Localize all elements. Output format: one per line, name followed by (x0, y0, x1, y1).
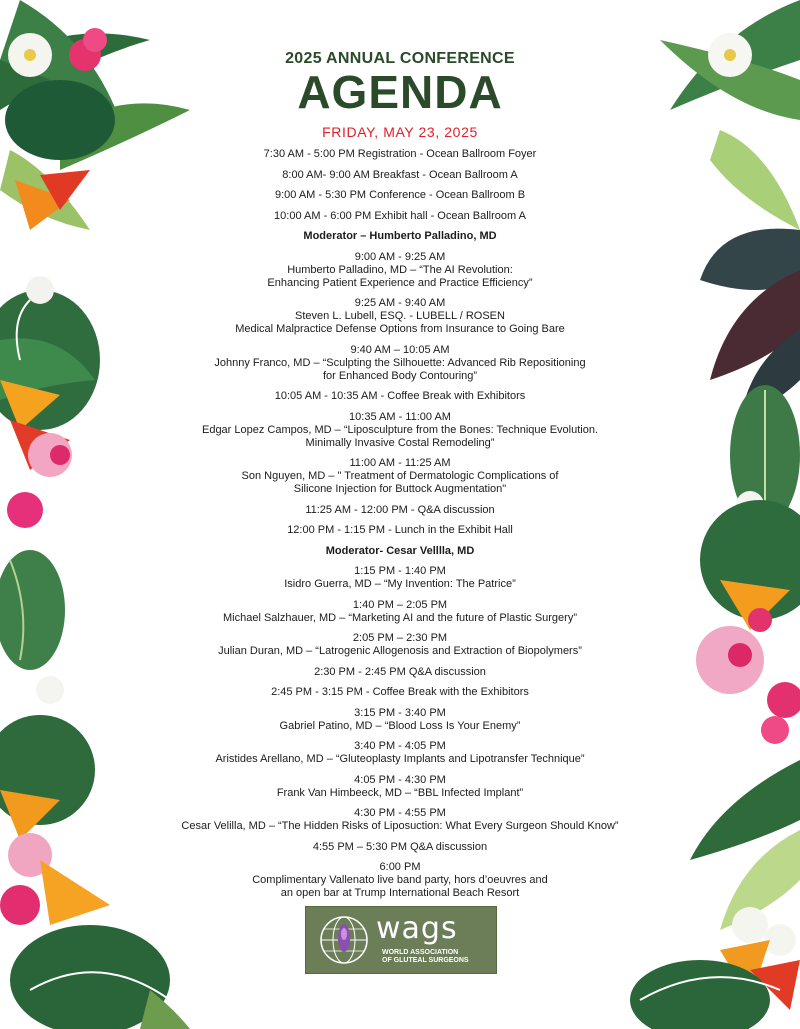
agenda-item-text: Michael Salzhauer, MD – “Marketing AI and the future of Plastic Surgery” (223, 611, 577, 624)
agenda-item (130, 565, 670, 591)
page-title: AGENDA (297, 66, 503, 118)
agenda-item-time: 8:00 AM- 9:00 AM Breakfast - Ocean Ballroom A (282, 168, 518, 181)
agenda-item-time: 10:35 AM - 11:00 AM (349, 410, 451, 423)
agenda-item-text: Son Nguyen, MD – " Treatment of Dermatologic Complications of (241, 470, 559, 482)
moderator-heading (130, 545, 670, 558)
moderator-heading (130, 230, 670, 243)
agenda-item-text: Complimentary Vallenato live band party, hors d’oeuvres and (252, 874, 548, 886)
agenda-item-time: 2:30 PM - 2:45 PM Q&A discussion (314, 665, 486, 678)
agenda-item-text: for Enhanced Body Contouring” (322, 369, 478, 382)
agenda-item (130, 666, 670, 679)
agenda-item (130, 841, 670, 854)
logo-organization (382, 949, 492, 965)
agenda-item-text: Minimally Invasive Costal Remodeling” (305, 436, 495, 449)
agenda-item-text: Johnny Franco, MD – “Sculpting the Silhouette: Advanced Rib Repositioning (214, 356, 586, 369)
agenda-item (130, 148, 670, 161)
agenda-item (130, 169, 670, 182)
agenda-item (130, 524, 670, 537)
agenda-item-time: 7:30 AM - 5:00 PM Registration - Ocean Ballroom Foyer (263, 148, 537, 160)
agenda-item-text: Frank Van Himbeeck, MD – “BBL Infected Implant” (276, 786, 524, 799)
agenda-item-time: 4:55 PM – 5:30 PM Q&A discussion (312, 840, 488, 853)
agenda-item-time: 11:25 AM - 12:00 PM - Q&A discussion (305, 503, 495, 516)
agenda-item-time: 1:40 PM – 2:05 PM (352, 598, 448, 611)
agenda-item (130, 807, 670, 833)
agenda-item (130, 390, 670, 403)
agenda-item (130, 504, 670, 517)
agenda-item (130, 740, 670, 766)
agenda-list (130, 148, 670, 900)
agenda-item-time: 4:30 PM - 4:55 PM (354, 807, 446, 819)
agenda-item (130, 189, 670, 202)
agenda-item-time: 6:00 PM (379, 861, 421, 873)
agenda-item-text: Steven L. Lubell, ESQ. - LUBELL / ROSEN (295, 310, 505, 322)
agenda-item (130, 411, 670, 450)
agenda-item-time: 9:40 AM – 10:05 AM (350, 343, 450, 356)
agenda-item-time: 2:45 PM - 3:15 PM - Coffee Break with the Exhibitors (271, 686, 529, 698)
agenda-item-time: 9:00 AM - 5:30 PM Conference - Ocean Ballroom B (274, 189, 526, 201)
agenda-item-text: Gabriel Patino, MD – “Blood Loss Is Your Enemy” (279, 719, 521, 732)
logo-org-line1: WORLD ASSOCIATION (382, 949, 459, 956)
logo-org-line2: OF GLUTEAL SURGEONS (382, 957, 469, 964)
agenda-item (130, 686, 670, 699)
globe-icon (318, 914, 370, 966)
agenda-item-time: Moderator – Humberto Palladino, MD (303, 230, 497, 242)
logo-brand: wags (376, 911, 458, 946)
agenda-item (130, 297, 670, 336)
agenda-item-time: 12:00 PM - 1:15 PM - Lunch in the Exhibit Hall (287, 524, 513, 536)
agenda-item (130, 707, 670, 733)
agenda-item-text: Edgar Lopez Campos, MD – “Liposculpture from the Bones: Technique Evolution. (201, 423, 599, 436)
wags-logo (305, 906, 497, 974)
agenda-item (130, 457, 670, 496)
agenda-item-text: Silicone Injection for Buttock Augmentation" (293, 483, 507, 495)
agenda-item-text: Aristides Arellano, MD – “Gluteoplasty Implants and Lipotransfer Technique” (215, 753, 585, 765)
agenda-item-time: 11:00 AM - 11:25 AM (349, 457, 451, 469)
agenda-item-time: 3:40 PM - 4:05 PM (354, 740, 446, 752)
agenda-item (130, 251, 670, 290)
agenda-item (130, 344, 670, 383)
agenda-item-text: Cesar Velilla, MD – “The Hidden Risks of Liposuction: What Every Surgeon Should Know” (181, 820, 619, 832)
agenda-item-time: 9:25 AM - 9:40 AM (354, 297, 446, 309)
agenda-item (130, 210, 670, 223)
agenda-item-time: 3:15 PM - 3:40 PM (354, 706, 446, 719)
agenda-item-time: 10:05 AM - 10:35 AM - Coffee Break with Exhibitors (274, 390, 526, 402)
agenda-item-time: 10:00 AM - 6:00 PM Exhibit hall - Ocean Ballroom A (274, 209, 526, 222)
agenda-item-time: 2:05 PM – 2:30 PM (352, 632, 448, 644)
day-heading: FRIDAY, MAY 23, 2025 (322, 124, 478, 140)
agenda-item-text: Medical Malpractice Defense Options from Insurance to Going Bare (235, 323, 565, 335)
agenda-item-time: Moderator- Cesar Velllla, MD (325, 544, 475, 557)
agenda-item-text: Humberto Palladino, MD – “The AI Revolution: (287, 263, 513, 276)
agenda-item-text: Julian Duran, MD – “Latrogenic Allogenosis and Extraction of Biopolymers” (218, 645, 582, 657)
agenda-item-time: 4:05 PM - 4:30 PM (354, 773, 446, 786)
agenda-item (130, 774, 670, 800)
agenda-item (130, 861, 670, 900)
conference-subtitle: 2025 ANNUAL CONFERENCE (285, 50, 515, 67)
agenda-item-text: an open bar at Trump International Beach Resort (280, 887, 520, 899)
agenda-item (130, 632, 670, 658)
agenda-item-time: 1:15 PM - 1:40 PM (354, 565, 446, 577)
agenda-item (130, 599, 670, 625)
agenda-item-time: 9:00 AM - 9:25 AM (354, 250, 446, 263)
agenda-item-text: Isidro Guerra, MD – “My Invention: The Patrice” (284, 578, 516, 590)
agenda-item-text: Enhancing Patient Experience and Practice Efficiency” (267, 276, 533, 289)
